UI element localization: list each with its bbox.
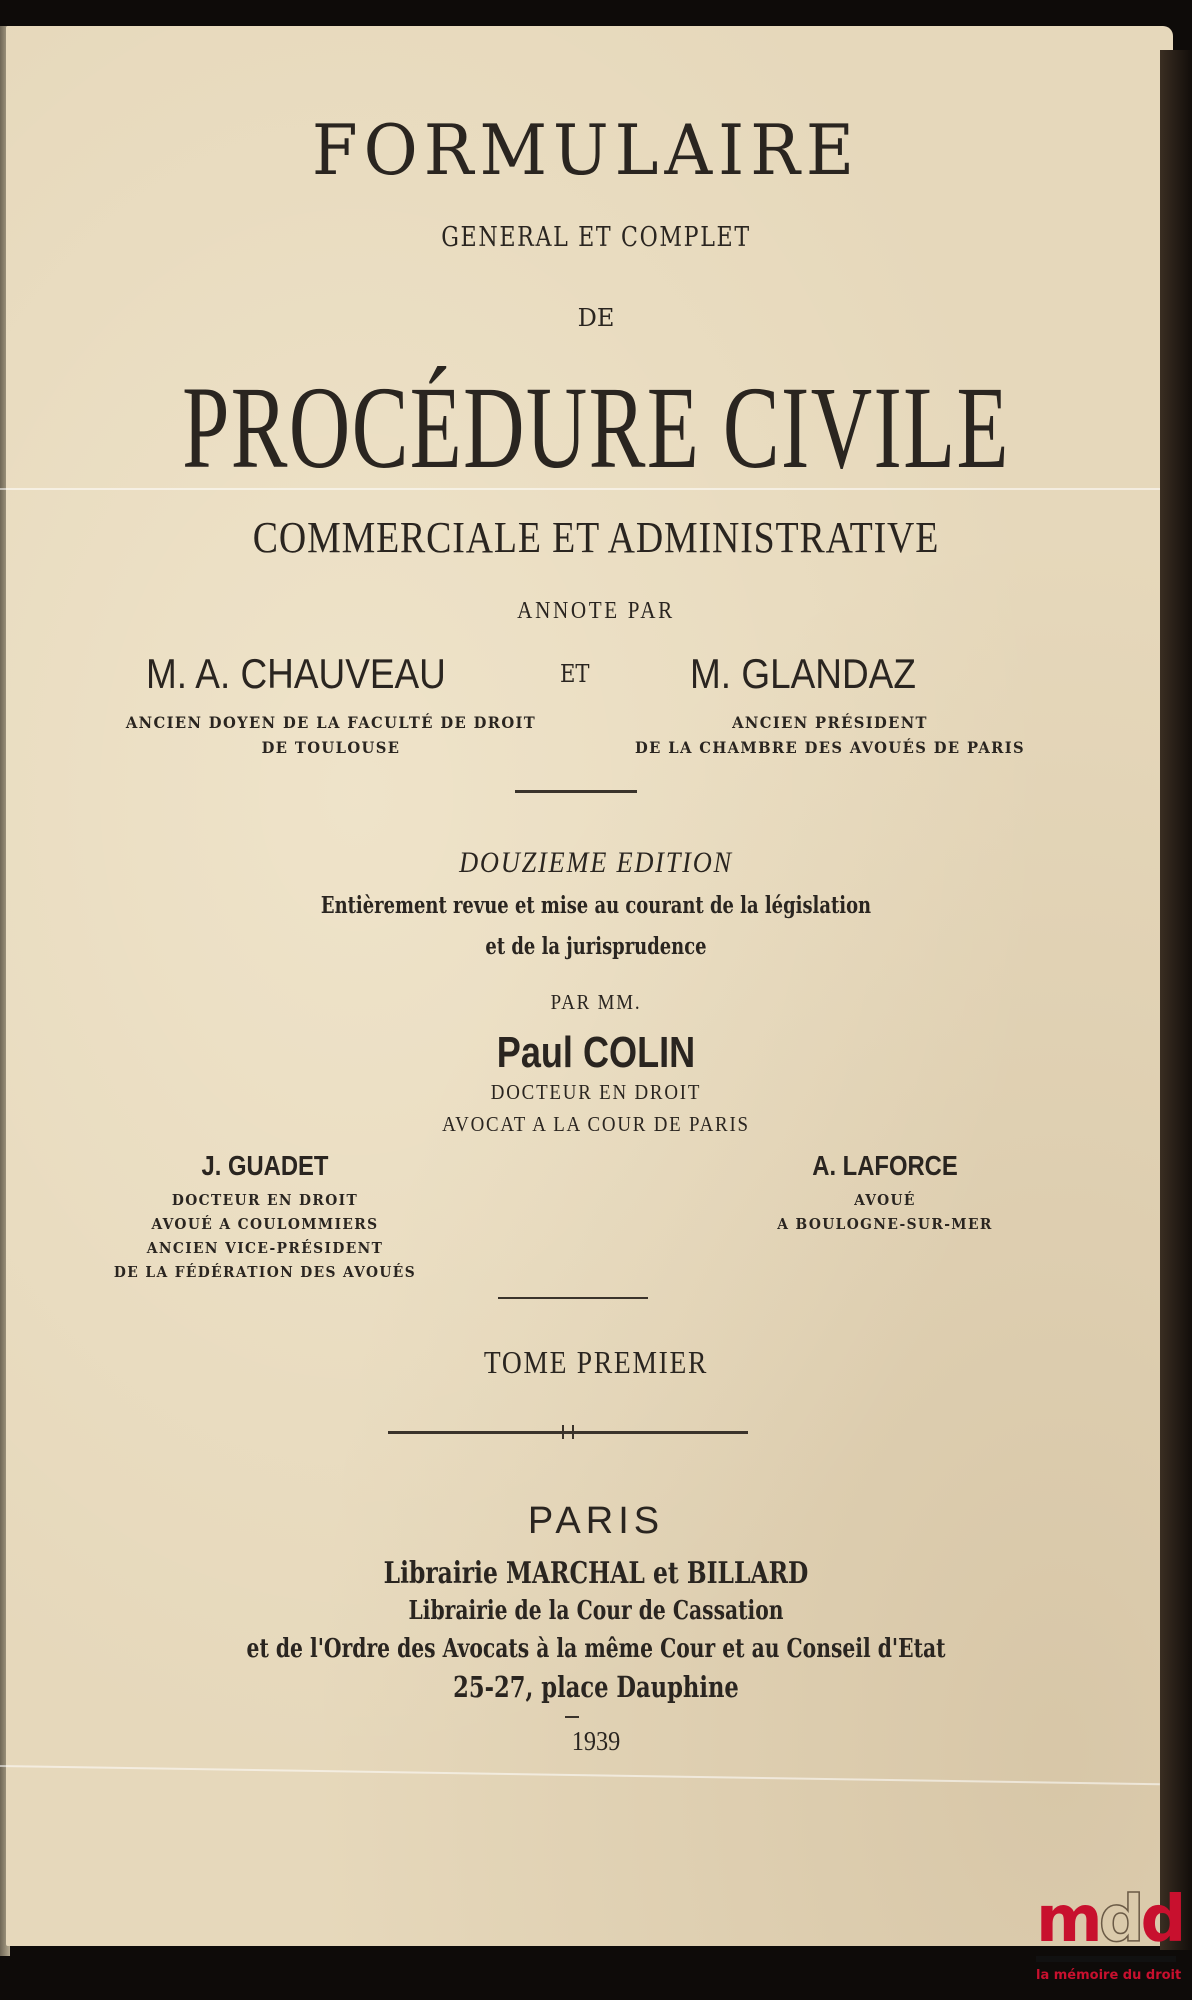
author-chauveau: M. A. CHAUVEAU (146, 650, 446, 697)
edition-note: et de la jurisprudence (485, 933, 707, 960)
logo-letter: d (1098, 1883, 1141, 1957)
book-title: FORMULAIRE (311, 110, 861, 191)
mdd-logo-mark (1036, 1883, 1186, 1957)
editor-guadet-name: J. GUADET (201, 1150, 329, 1181)
divider-rule (498, 1297, 648, 1299)
author-chauveau-title (115, 710, 547, 760)
author-glandaz: M. GLANDAZ (690, 650, 916, 697)
edition-note: Entièrement revue et mise au courant de la législation (320, 892, 872, 919)
by-label: PAR MM. (550, 990, 642, 1014)
editor-laforce (740, 1150, 1030, 1236)
subtitle-commerciale: COMMERCIALE ET ADMINISTRATIVE (252, 513, 940, 562)
editor-colin-title: DOCTEUR EN DROIT (490, 1080, 702, 1104)
imprint-dash (565, 1716, 579, 1718)
main-title: PROCÉDURE CIVILE (182, 362, 1010, 493)
editor-title-line: AVOUÉ (854, 1191, 916, 1209)
editor-title-line: A BOULOGNE-SUR-MER (777, 1215, 993, 1233)
editor-title-line: DOCTEUR EN DROIT (171, 1191, 359, 1209)
imprint-publisher-note: et de l'Ordre des Avocats à la même Cour et au Conseil d'Etat (246, 1634, 946, 1664)
imprint-city: PARIS (527, 1500, 665, 1542)
imprint-address: 25-27, place Dauphine (453, 1670, 739, 1704)
imprint-year: 1939 (571, 1726, 621, 1756)
author-title-line: ANCIEN PRÉSIDENT (732, 713, 928, 732)
editor-colin: Paul COLIN (496, 1028, 696, 1077)
editor-colin-title: AVOCAT A LA COUR DE PARIS (442, 1112, 750, 1136)
author-title-line: DE TOULOUSE (261, 738, 401, 757)
editor-guadet (90, 1150, 440, 1284)
logo-letter: d (1140, 1883, 1183, 1957)
author-title-line: ANCIEN DOYEN DE LA FACULTÉ DE DROIT (125, 713, 537, 732)
ornament-mark-icon (562, 1425, 574, 1439)
volume-label: TOME PREMIER (483, 1344, 709, 1380)
editor-laforce-name: A. LAFORCE (812, 1150, 958, 1181)
editor-title-line: ANCIEN VICE-PRÉSIDENT (146, 1239, 384, 1257)
mdd-watermark-logo (1036, 1883, 1186, 1983)
original-authors (0, 650, 1192, 770)
editor-title-line: DE LA FÉDÉRATION DES AVOUÉS (113, 1263, 417, 1281)
imprint-publisher-note: Librairie de la Cour de Cassation (408, 1596, 784, 1626)
editor-title-line: AVOUÉ A COULOMMIERS (151, 1215, 379, 1233)
author-glandaz-title (605, 710, 1056, 760)
subtitle-general: GENERAL ET COMPLET (441, 222, 751, 253)
page-edge-shadow (1160, 50, 1192, 1950)
author-conjunction: ET (560, 660, 590, 688)
annotated-by-label: ANNOTE PAR (517, 598, 675, 624)
edition-label: DOUZIEME EDITION (459, 846, 733, 879)
author-title-line: DE LA CHAMBRE DES AVOUÉS DE PARIS (634, 738, 1026, 757)
imprint-publisher: Librairie MARCHAL et BILLARD (383, 1556, 809, 1591)
subtitle-de: DE (577, 304, 615, 332)
divider-rule (515, 790, 637, 793)
logo-tagline: la mémoire du droit (1036, 1968, 1182, 1983)
logo-letter: m (1036, 1883, 1099, 1957)
